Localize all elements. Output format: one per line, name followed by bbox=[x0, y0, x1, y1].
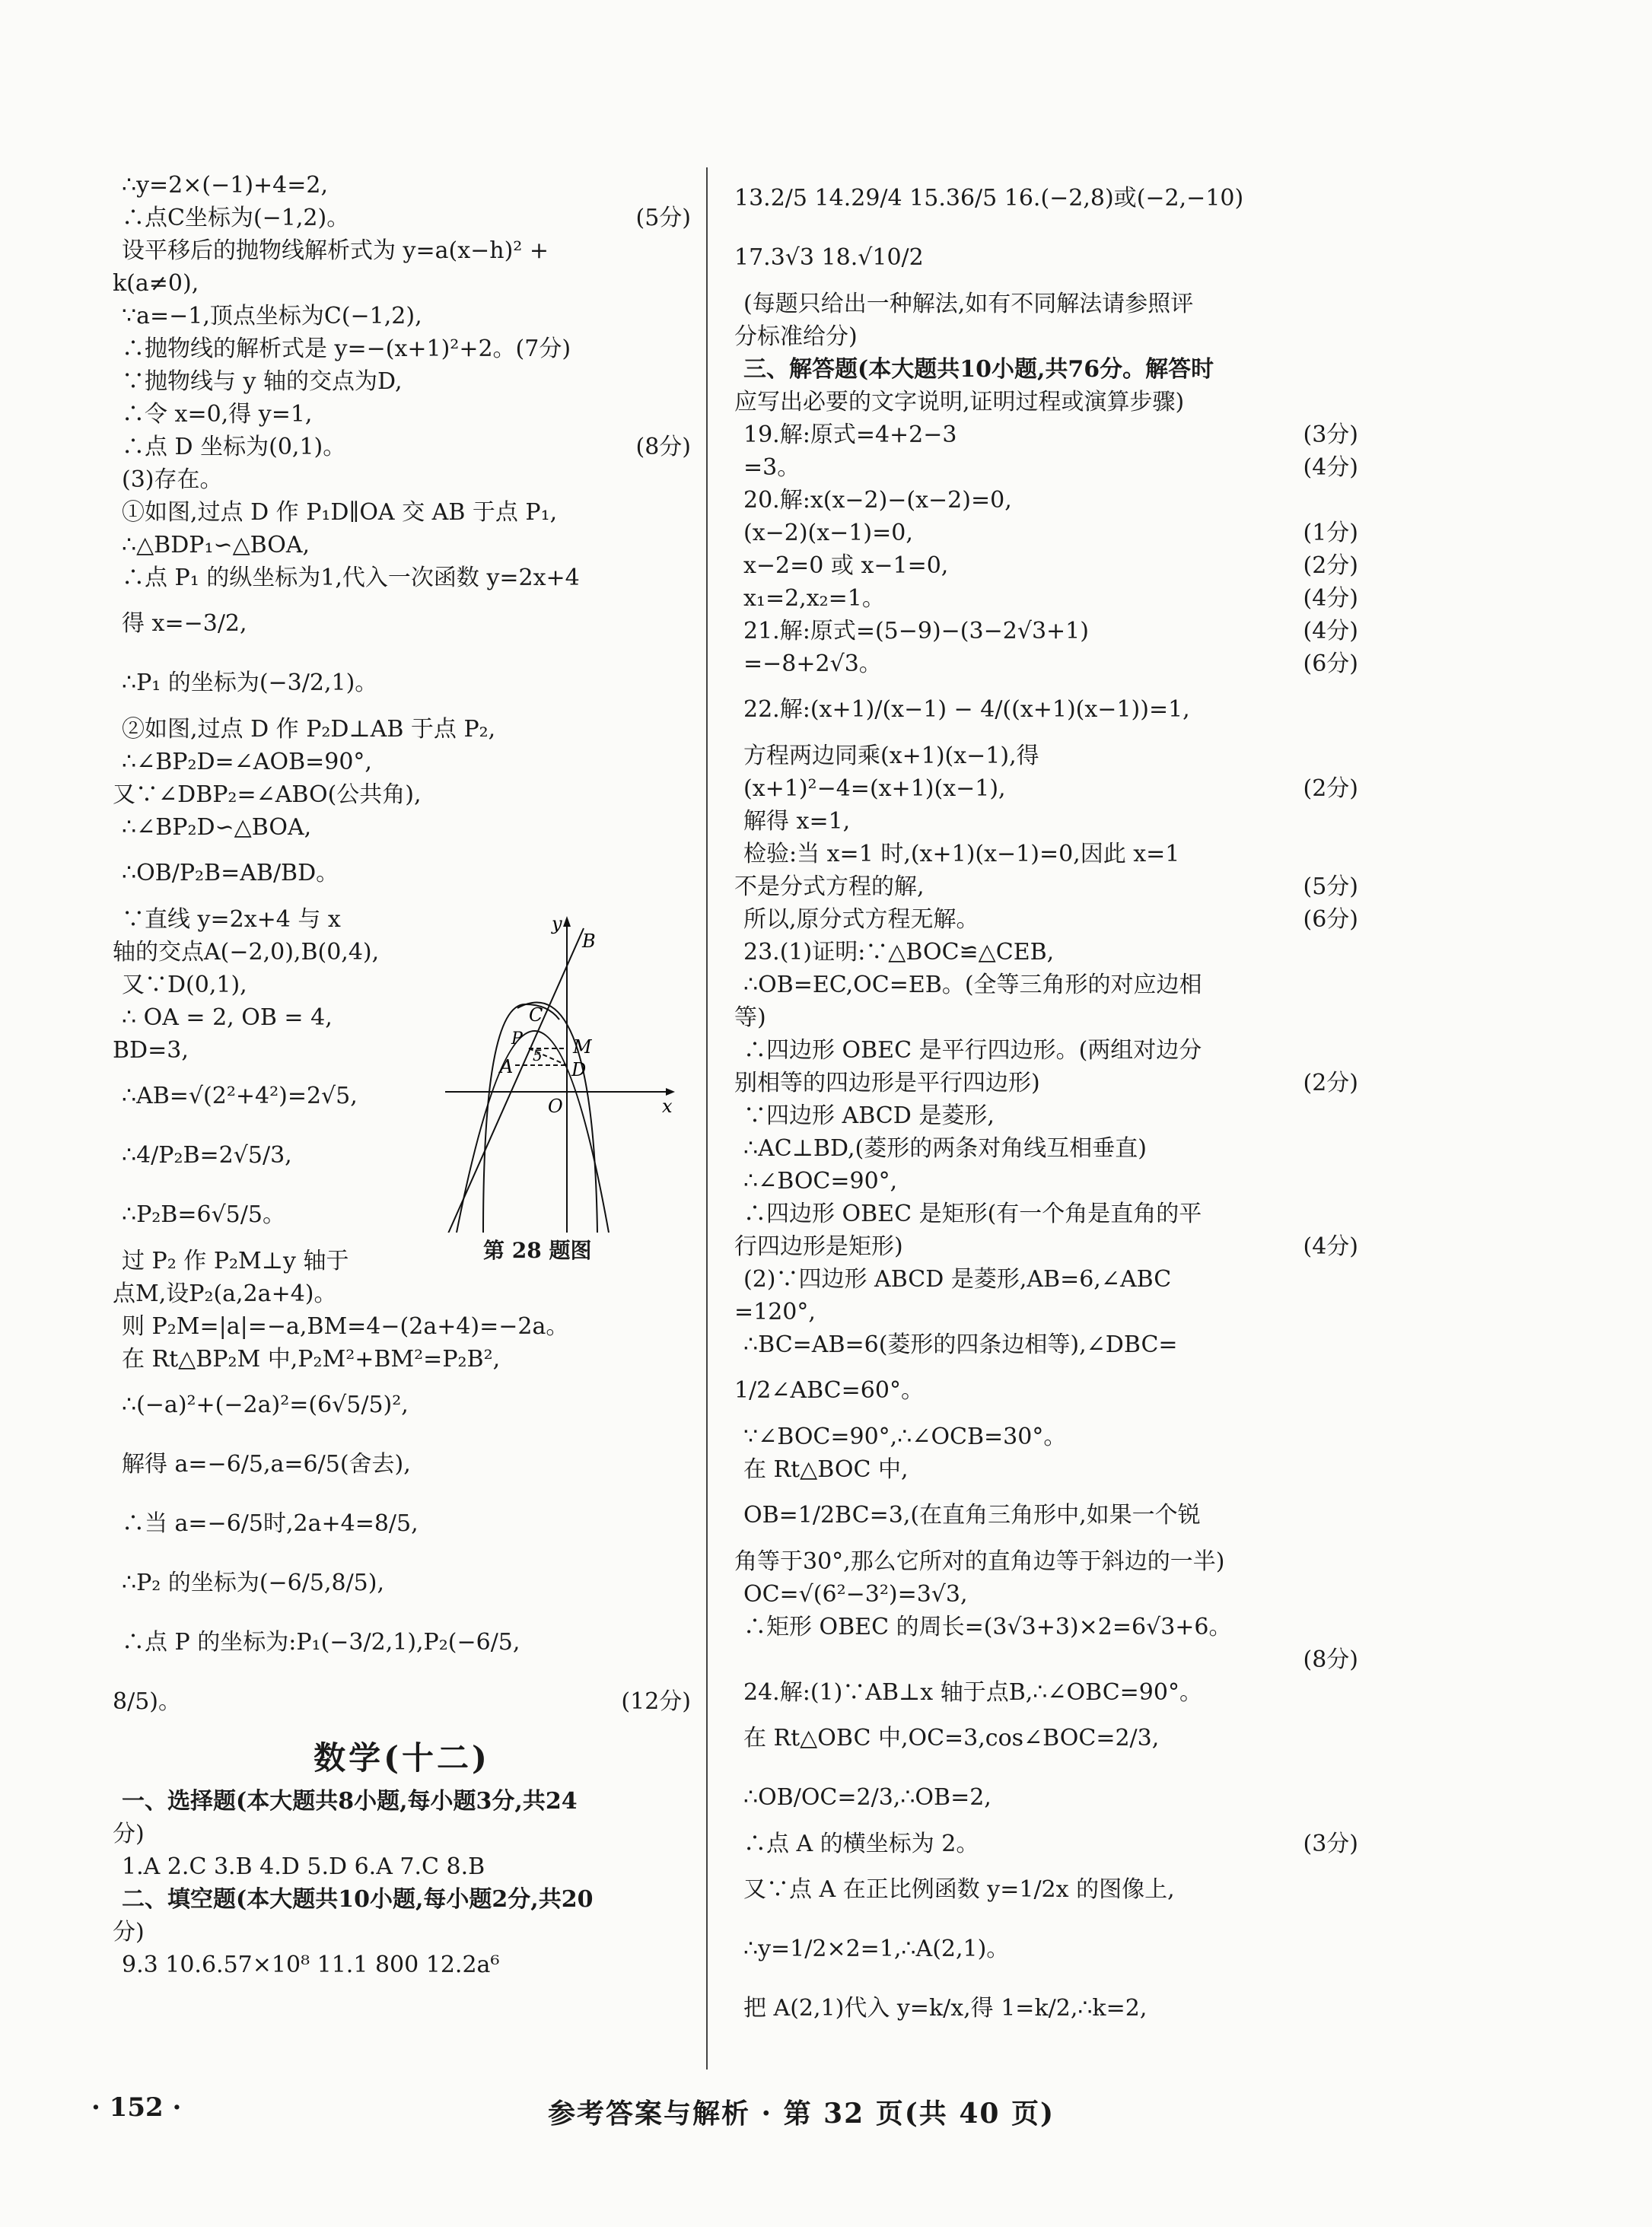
line-text: ∴(−a)²+(−2a)²=(6√5/5)², bbox=[122, 1392, 409, 1418]
line-text: 过 P₂ 作 P₂M⊥y 轴于 bbox=[122, 1248, 349, 1274]
column-divider bbox=[706, 167, 708, 2070]
line-text: 解得 a=−6/5,a=6/5(舍去), bbox=[122, 1451, 411, 1478]
score-note: (4分) bbox=[1303, 618, 1358, 644]
text-line bbox=[113, 1554, 691, 1613]
line-text: 在 Rt△BP₂M 中,P₂M²+BM²=P₂B², bbox=[122, 1346, 501, 1373]
line-text: 一、选择题(本大题共8小题,每小题3分,共24 bbox=[122, 1788, 578, 1815]
label-m: M bbox=[573, 1036, 592, 1058]
text-line bbox=[113, 1277, 691, 1310]
text-line bbox=[734, 969, 1358, 1001]
line-text: k(a≠0), bbox=[113, 270, 199, 297]
score-note: (6分) bbox=[1303, 651, 1358, 677]
line-text: =−8+2√3。 bbox=[743, 651, 882, 677]
text-line bbox=[734, 903, 1358, 936]
text-line bbox=[734, 1198, 1358, 1230]
line-text: ∴P₂ 的坐标为(−6/5,8/5), bbox=[122, 1570, 385, 1596]
line-text: 13.2/5 14.29/4 15.36/5 16.(−2,8)或(−2,−10) bbox=[734, 185, 1244, 212]
line-text: (x+1)²−4=(x+1)(x−1), bbox=[743, 775, 1006, 802]
text-line bbox=[113, 1916, 691, 1949]
line-text: 1.A 2.C 3.B 4.D 5.D 6.A 7.C 8.B bbox=[122, 1853, 485, 1880]
text-line bbox=[734, 1979, 1358, 2038]
line-text: x−2=0 或 x−1=0, bbox=[743, 552, 949, 579]
line-text: ∴BC=AB=6(菱形的四条边相等),∠DBC= bbox=[743, 1331, 1178, 1358]
line-text: 二、填空题(本大题共10小题,每小题2分,共20 bbox=[122, 1886, 594, 1913]
score-note: (2分) bbox=[1303, 1070, 1358, 1096]
line-text: ①如图,过点 D 作 P₁D∥OA 交 AB 于点 P₁, bbox=[122, 499, 558, 526]
text-line bbox=[113, 1672, 691, 1732]
line-text: ∴OB/P₂B=AB/BD。 bbox=[122, 860, 339, 886]
line-text: ∴令 x=0,得 y=1, bbox=[122, 401, 313, 428]
score-note: (3分) bbox=[1303, 422, 1358, 448]
line-text: (2)∵四边形 ABCD 是菱形,AB=6,∠ABC bbox=[743, 1266, 1172, 1293]
score-note: (12分) bbox=[621, 1688, 691, 1715]
line-text: ∴抛物线的解析式是 y=−(x+1)²+2。(7分) bbox=[122, 336, 571, 362]
line-text: ∵直线 y=2x+4 与 x bbox=[122, 906, 341, 933]
text-line bbox=[113, 496, 691, 529]
text-line bbox=[734, 1099, 1358, 1132]
text-line bbox=[113, 844, 691, 903]
text-line bbox=[734, 772, 1358, 805]
text-line bbox=[734, 582, 1358, 615]
line-text: 又∵∠DBP₂=∠ABO(公共角), bbox=[113, 781, 422, 808]
text-line bbox=[113, 713, 691, 746]
text-line bbox=[734, 1676, 1358, 1709]
line-text: 行四边形是矩形) bbox=[734, 1233, 903, 1260]
text-line bbox=[734, 1067, 1358, 1099]
text-line bbox=[734, 1034, 1358, 1067]
line-text: ∴矩形 OBEC 的周长=(3√3+3)×2=6√3+6。 bbox=[743, 1614, 1232, 1640]
line-text: ∴点 D 坐标为(0,1)。 bbox=[122, 434, 346, 460]
text-line bbox=[113, 746, 691, 778]
line-text: (每题只给出一种解法,如有不同解法请参照评 bbox=[743, 291, 1194, 317]
line-text: ∴P₁ 的坐标为(−3/2,1)。 bbox=[122, 670, 378, 696]
line-text: 所以,原分式方程无解。 bbox=[743, 906, 979, 933]
line-text: ∴∠BOC=90°, bbox=[743, 1168, 898, 1195]
text-line bbox=[113, 463, 691, 496]
text-line bbox=[734, 1165, 1358, 1198]
line-text: ∵∠BOC=90°,∴∠OCB=30°。 bbox=[743, 1424, 1067, 1450]
text-line bbox=[734, 647, 1358, 680]
label-b: B bbox=[582, 931, 596, 952]
line-text: =3。 bbox=[743, 454, 801, 481]
line-text: 23.(1)证明:∵△BOC≌△CEB, bbox=[743, 939, 1055, 966]
line-text: ∴点 P₁ 的纵坐标为1,代入一次函数 y=2x+4 bbox=[122, 565, 580, 591]
line-text: ∴点 A 的横坐标为 2。 bbox=[743, 1831, 979, 1857]
line-text: 不是分式方程的解, bbox=[734, 873, 925, 900]
line-text: ∵a=−1,顶点坐标为C(−1,2), bbox=[122, 303, 422, 329]
text-line bbox=[734, 484, 1358, 517]
text-line bbox=[734, 1132, 1358, 1165]
text-line bbox=[113, 1818, 691, 1850]
line-text: ∴ OA = 2, OB = 4, bbox=[122, 1004, 333, 1031]
score-note: (8分) bbox=[1303, 1646, 1358, 1673]
text-line bbox=[734, 1545, 1358, 1578]
line-text: ∵四边形 ABCD 是菱形, bbox=[743, 1102, 995, 1129]
text-line bbox=[734, 1709, 1358, 1768]
label-a: A bbox=[500, 1056, 514, 1077]
line-text: 在 Rt△BOC 中, bbox=[743, 1456, 909, 1483]
text-line bbox=[734, 1361, 1358, 1421]
text-line bbox=[113, 1785, 691, 1818]
label-five: 5 bbox=[533, 1046, 543, 1064]
line-text: 等) bbox=[734, 1004, 766, 1031]
text-line bbox=[113, 202, 691, 234]
text-line bbox=[734, 1643, 1358, 1676]
line-text: 应写出必要的文字说明,证明过程或演算步骤) bbox=[734, 389, 1185, 415]
line-text: ∴当 a=−6/5时,2a+4=8/5, bbox=[122, 1510, 419, 1537]
line-text: x₁=2,x₂=1。 bbox=[743, 585, 885, 612]
text-line bbox=[113, 431, 691, 463]
line-text: 轴的交点A(−2,0),B(0,4), bbox=[113, 939, 380, 966]
score-note: (5分) bbox=[1303, 873, 1358, 900]
line-text: ∴点C坐标为(−1,2)。 bbox=[122, 205, 350, 231]
line-text: ∴AC⊥BD,(菱形的两条对角线互相垂直) bbox=[743, 1135, 1147, 1162]
text-line bbox=[734, 1453, 1358, 1486]
text-line bbox=[734, 386, 1358, 418]
text-line bbox=[734, 1828, 1358, 1860]
right-column bbox=[734, 169, 1358, 2038]
text-line bbox=[734, 1768, 1358, 1828]
line-text: ∴OB=EC,OC=EB。(全等三角形的对应边相 bbox=[743, 972, 1202, 998]
line-text: 1/2∠ABC=60°。 bbox=[734, 1377, 924, 1404]
text-line bbox=[734, 353, 1358, 386]
line-text: ∴y=2×(−1)+4=2, bbox=[122, 172, 329, 199]
line-text: 得 x=−3/2, bbox=[122, 610, 247, 637]
text-line bbox=[734, 1611, 1358, 1643]
line-text: ∴AB=√(2²+4²)=2√5, bbox=[122, 1083, 358, 1109]
label-p: P bbox=[511, 1029, 523, 1048]
text-line bbox=[113, 300, 691, 332]
line-text: 三、解答题(本大题共10小题,共76分。解答时 bbox=[743, 356, 1214, 383]
label-d: D bbox=[571, 1059, 587, 1080]
line-text: 设平移后的抛物线解析式为 y=a(x−h)² + bbox=[122, 237, 549, 264]
line-text: 20.解:x(x−2)−(x−2)=0, bbox=[743, 487, 1012, 514]
label-y: y bbox=[552, 913, 562, 934]
line-text: =120°, bbox=[734, 1299, 816, 1325]
score-note: (5分) bbox=[635, 205, 691, 231]
line-text: 又∵点 A 在正比例函数 y=1/2x 的图像上, bbox=[743, 1876, 1175, 1903]
line-text: 解得 x=1, bbox=[743, 808, 851, 835]
text-line bbox=[734, 1230, 1358, 1263]
text-line bbox=[734, 169, 1358, 228]
line-text: 22.解:(x+1)/(x−1) − 4/((x+1)(x−1))=1, bbox=[743, 696, 1190, 723]
line-text: ∴△BDP₁∽△BOA, bbox=[122, 532, 310, 558]
line-text: 24.解:(1)∵AB⊥x 轴于点B,∴∠OBC=90°。 bbox=[743, 1679, 1202, 1706]
line-text: 分) bbox=[113, 1821, 145, 1847]
line-text: ∴四边形 OBEC 是平行四边形。(两组对边分 bbox=[743, 1037, 1202, 1064]
score-note: (3分) bbox=[1303, 1831, 1358, 1857]
line-text: ∴∠BP₂D=∠AOB=90°, bbox=[122, 749, 372, 775]
text-line bbox=[113, 365, 691, 398]
text-line bbox=[734, 870, 1358, 903]
text-line bbox=[113, 1883, 691, 1916]
line-text: ②如图,过点 D 作 P₂D⊥AB 于点 P₂, bbox=[122, 716, 496, 743]
score-note: (1分) bbox=[1303, 520, 1358, 546]
text-line bbox=[113, 529, 691, 562]
label-x: x bbox=[662, 1096, 673, 1117]
section-title bbox=[113, 1732, 691, 1785]
score-note: (4分) bbox=[1303, 454, 1358, 481]
text-line bbox=[734, 418, 1358, 451]
line-text: ∴y=1/2×2=1,∴A(2,1)。 bbox=[743, 1936, 1010, 1962]
y-axis-arrow bbox=[563, 916, 571, 927]
text-line bbox=[113, 169, 691, 202]
text-line bbox=[113, 1494, 691, 1554]
line-text: 21.解:原式=(5−9)−(3−2√3+1) bbox=[743, 618, 1089, 644]
line-text: 别相等的四边形是平行四边形) bbox=[734, 1070, 1040, 1096]
text-line bbox=[734, 740, 1358, 772]
text-line bbox=[113, 594, 691, 654]
score-note: (8分) bbox=[635, 434, 691, 460]
text-line bbox=[734, 615, 1358, 647]
text-line bbox=[734, 936, 1358, 969]
line-text: BD=3, bbox=[113, 1037, 189, 1064]
footer-title: 参考答案与解析 · 第 32 页(共 40 页) bbox=[548, 2098, 1055, 2130]
score-note: (4分) bbox=[1303, 585, 1358, 612]
text-line bbox=[734, 1421, 1358, 1453]
score-note: (4分) bbox=[1303, 1233, 1358, 1260]
score-note: (2分) bbox=[1303, 552, 1358, 579]
line-text: 把 A(2,1)代入 y=k/x,得 1=k/2,∴k=2, bbox=[743, 1995, 1147, 2022]
text-line bbox=[734, 1860, 1358, 1920]
page-footer bbox=[0, 2092, 1652, 2130]
text-line bbox=[113, 654, 691, 713]
problem-28-figure bbox=[438, 913, 681, 1271]
line-text: 19.解:原式=4+2−3 bbox=[743, 422, 957, 448]
line-text: ∵抛物线与 y 轴的交点为D, bbox=[122, 368, 403, 395]
line-text: OC=√(6²−3²)=3√3, bbox=[743, 1581, 968, 1608]
page-number: · 152 · bbox=[91, 2092, 182, 2123]
text-line bbox=[113, 1949, 691, 1981]
label-o: O bbox=[548, 1096, 563, 1117]
text-line bbox=[113, 267, 691, 300]
text-line bbox=[734, 1263, 1358, 1296]
text-line bbox=[113, 1850, 691, 1883]
line-text: ∴四边形 OBEC 是矩形(有一个角是直角的平 bbox=[743, 1201, 1202, 1227]
text-line bbox=[734, 1486, 1358, 1545]
text-line bbox=[734, 320, 1358, 353]
score-note: (6分) bbox=[1303, 906, 1358, 933]
line-text: 17.3√3 18.√10/2 bbox=[734, 244, 924, 271]
text-line bbox=[113, 811, 691, 844]
line-text: 检验:当 x=1 时,(x+1)(x−1)=0,因此 x=1 bbox=[743, 841, 1180, 867]
text-line bbox=[113, 398, 691, 431]
text-line bbox=[113, 332, 691, 365]
text-line bbox=[113, 562, 691, 594]
line-text: 分) bbox=[113, 1919, 145, 1945]
score-note: (2分) bbox=[1303, 775, 1358, 802]
line-text: 分标准给分) bbox=[734, 323, 858, 350]
text-line bbox=[113, 1343, 691, 1376]
line-text: ∴4/P₂B=2√5/3, bbox=[122, 1142, 292, 1169]
line-text: 8/5)。 bbox=[113, 1688, 181, 1715]
text-line bbox=[734, 517, 1358, 549]
text-line bbox=[734, 228, 1358, 288]
text-line bbox=[113, 1376, 691, 1435]
text-line bbox=[734, 1920, 1358, 1979]
line-text: (x−2)(x−1)=0, bbox=[743, 520, 913, 546]
text-line bbox=[113, 1613, 691, 1672]
text-line bbox=[734, 805, 1358, 838]
text-line bbox=[734, 1328, 1358, 1361]
text-line bbox=[113, 234, 691, 267]
text-line bbox=[734, 451, 1358, 484]
text-line bbox=[734, 549, 1358, 582]
line-text: ∴点 P 的坐标为:P₁(−3/2,1),P₂(−6/5, bbox=[122, 1629, 520, 1656]
line-text: 则 P₂M=|a|=−a,BM=4−(2a+4)=−2a。 bbox=[122, 1313, 569, 1340]
line-text: 点M,设P₂(a,2a+4)。 bbox=[113, 1281, 337, 1307]
line-text: 角等于30°,那么它所对的直角边等于斜边的一半) bbox=[734, 1548, 1225, 1575]
line-text: OB=1/2BC=3,(在直角三角形中,如果一个锐 bbox=[743, 1502, 1201, 1529]
text-line bbox=[734, 680, 1358, 740]
line-text: ∴OB/OC=2/3,∴OB=2, bbox=[743, 1784, 992, 1811]
x-axis-arrow bbox=[666, 1088, 675, 1096]
text-line bbox=[734, 1578, 1358, 1611]
line-text: 方程两边同乘(x+1)(x−1),得 bbox=[743, 743, 1039, 769]
line-text: ∴∠BP₂D∽△BOA, bbox=[122, 814, 312, 841]
figure-caption: 第 28 题图 bbox=[483, 1238, 592, 1263]
line-text: ∴P₂B=6√5/5。 bbox=[122, 1201, 285, 1228]
text-line bbox=[734, 1001, 1358, 1034]
line-text: 在 Rt△OBC 中,OC=3,cos∠BOC=2/3, bbox=[743, 1725, 1160, 1751]
line-text: 又∵D(0,1), bbox=[122, 972, 247, 998]
text-line bbox=[734, 838, 1358, 870]
text-line bbox=[113, 1310, 691, 1343]
text-line bbox=[113, 1435, 691, 1494]
text-line bbox=[113, 778, 691, 811]
text-line bbox=[734, 1296, 1358, 1328]
line-text: 9.3 10.6.57×10⁸ 11.1 800 12.2a⁶ bbox=[122, 1952, 500, 1978]
text-line bbox=[734, 288, 1358, 320]
label-c: C bbox=[529, 1004, 543, 1026]
line-text: (3)存在。 bbox=[122, 466, 223, 493]
line-text: 数学(十二) bbox=[314, 1739, 490, 1777]
